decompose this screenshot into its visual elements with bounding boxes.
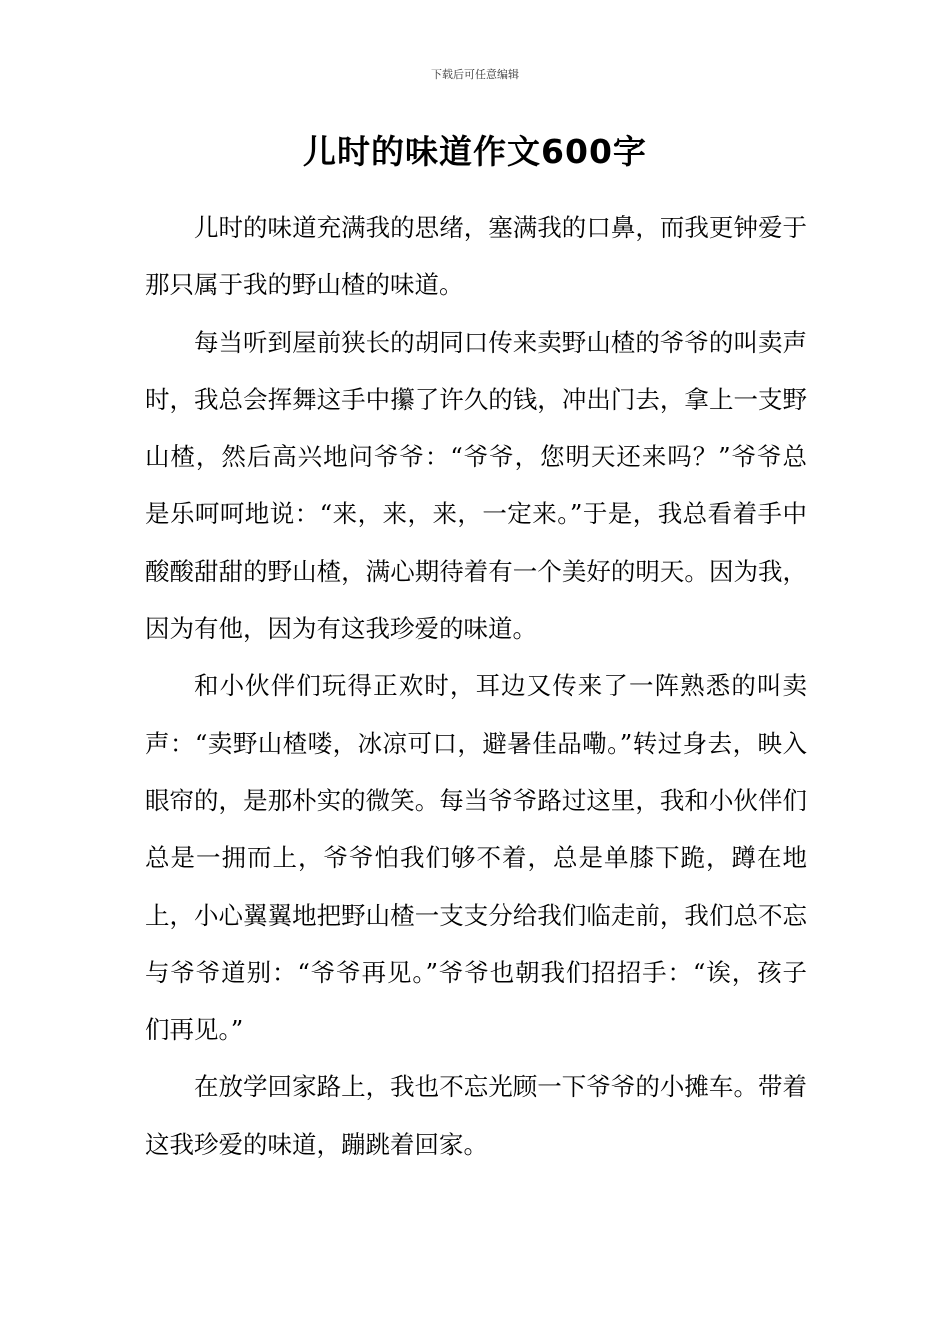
- paragraph-2: 每当听到屋前狭长的胡同口传来卖野山楂的爷爷的叫卖声时，我总会挥舞这手中攥了许久的钱，冲出门去，拿上一支野山楂，然后高兴地问爷爷：“爷爷，您明天还来吗？”爷爷总是乐呵呵地说：“来，来，来，一定来。”于是，我总看着手中酸酸甜甜的野山楂，满心期待着有一个美好的明天。因为我，因为有他，因为有这我珍爱的味道。: [145, 327, 807, 644]
- paragraph-1: 儿时的味道充满我的思绪，塞满我的口鼻，而我更钟爱于那只属于我的野山楂的味道。: [145, 213, 807, 300]
- header-note: 下载后可任意编辑: [431, 68, 519, 81]
- page-title: 儿时的味道作文600字: [303, 132, 647, 171]
- paragraph-4: 在放学回家路上，我也不忘光顾一下爷爷的小摊车。带着这我珍爱的味道，蹦跳着回家。: [145, 1072, 807, 1159]
- paragraph-3: 和小伙伴们玩得正欢时，耳边又传来了一阵熟悉的叫卖声：“卖野山楂喽，冰凉可口，避暑佳品嘞。”转过身去，映入眼帘的，是那朴实的微笑。每当爷爷路过这里，我和小伙伴们总是一拥而上，爷爷怕我们够不着，总是单膝下跪，蹲在地上，小心翼翼地把野山楂一支支分给我们临走前，我们总不忘与爷爷道别：“爷爷再见。”爷爷也朝我们招招手：“诶，孩子们再见。”: [145, 671, 807, 1045]
- article-body: [145, 199, 807, 1173]
